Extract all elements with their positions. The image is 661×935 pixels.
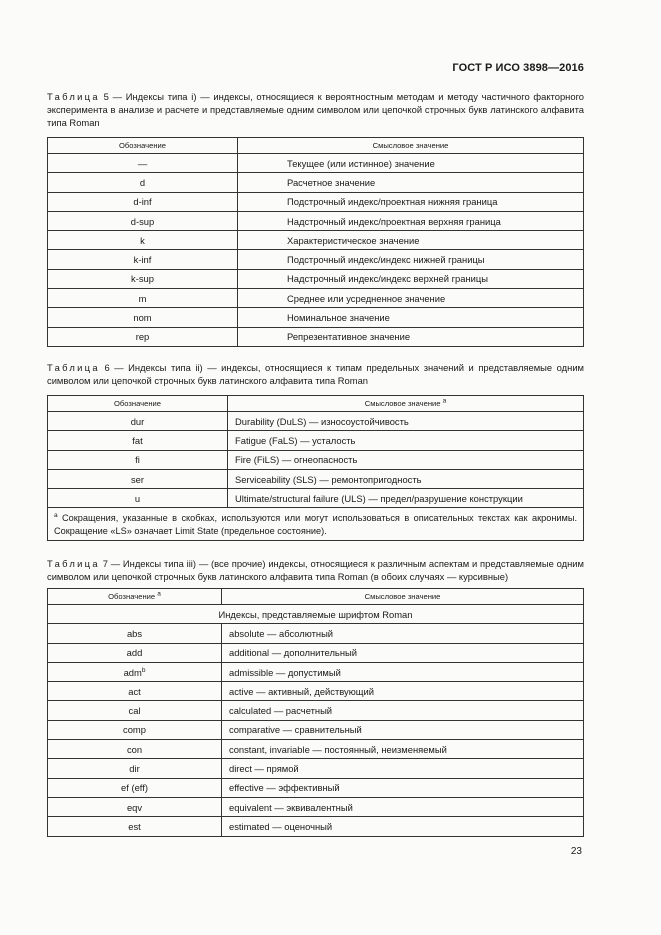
designation-cell [48, 327, 238, 346]
designation-cell [48, 412, 228, 431]
meaning-cell: Ultimate/structural failure (ULS) — предел/разрушение конструкции [228, 489, 584, 508]
designation-cell [48, 211, 238, 230]
designation-text: k-sup [131, 273, 154, 285]
designation-cell [48, 450, 228, 469]
designation-cell [48, 797, 222, 816]
table-row [48, 289, 584, 308]
table5-caption [47, 91, 584, 129]
designation-text: nom [133, 312, 152, 324]
table-row [48, 720, 584, 739]
table7-caption-text: 7 — Индексы типа iii) — (все прочие) индексы, относящиеся к различным аспектам и представляемые одним символом или цепочкой строчных букв латинского алфавита типа Roman (в обоих случаях — курсивные) [47, 558, 584, 582]
designation-text: fat [132, 434, 143, 446]
meaning-cell: Durability (DuLS) — износоустойчивость [228, 412, 584, 431]
designation-text: — [137, 157, 148, 169]
table-row [48, 431, 584, 450]
table6-col-meaning [228, 396, 584, 412]
meaning-cell: Надстрочный индекс/проектная верхняя граница [238, 211, 584, 230]
table6-header-row [48, 396, 584, 412]
table5-label: Таблица [47, 91, 100, 102]
designation-cell [48, 643, 222, 662]
designation-text: m [138, 292, 147, 304]
designation-text: adm [123, 666, 142, 678]
table7 [47, 588, 584, 837]
table7-label: Таблица [47, 558, 100, 569]
designation-text: act [128, 685, 141, 697]
table-row [48, 450, 584, 469]
designation-cell [48, 759, 222, 778]
meaning-cell: Fire (FiLS) — огнеопасность [228, 450, 584, 469]
table6-col-designation: Обозначение [48, 396, 228, 412]
designation-cell [48, 624, 222, 643]
meaning-cell: Serviceability (SLS) — ремонтопригодность [228, 469, 584, 488]
table-row [48, 740, 584, 759]
meaning-cell: Характеристическое значение [238, 231, 584, 250]
footnote-ref: b [141, 666, 146, 674]
meaning-cell: estimated — оценочный [222, 817, 584, 836]
designation-cell [48, 173, 238, 192]
designation-text: comp [123, 724, 146, 736]
designation-cell [48, 701, 222, 720]
table5-caption-text: 5 — Индексы типа i) — индексы, относящиеся к вероятностным методам и методу частичного факторного эксперимента в анализе и расчете и представляемые одним символом или цепочкой строчных букв латинского алфавита типа Roman [47, 91, 584, 128]
meaning-cell: Надстрочный индекс/индекс верхней границы [238, 269, 584, 288]
designation-text: con [126, 743, 143, 755]
meaning-cell: effective — эффективный [222, 778, 584, 797]
designation-text: abs [126, 627, 143, 639]
table6-label: Таблица [47, 362, 100, 373]
designation-text: add [126, 647, 143, 659]
table-row [48, 817, 584, 836]
designation-cell [48, 489, 228, 508]
designation-text: dur [130, 415, 145, 427]
table6-footnote-text: Сокращения, указанные в скобках, используются или могут использоваться в описательных текстах как акронимы. Сокращение «LS» означает Limit State (предельное состояние). [54, 513, 578, 536]
designation-cell [48, 740, 222, 759]
meaning-cell: Расчетное значение [238, 173, 584, 192]
designation-cell [48, 431, 228, 450]
table-row [48, 231, 584, 250]
designation-text: k-inf [133, 254, 152, 266]
table-row [48, 154, 584, 173]
designation-cell [48, 269, 238, 288]
table-row [48, 662, 584, 681]
table7-col-meaning: Смысловое значение [222, 589, 584, 605]
table-row [48, 469, 584, 488]
page-number: 23 [570, 846, 582, 857]
table-row [48, 250, 584, 269]
footnote-ref: a [442, 397, 447, 405]
designation-text: d-sup [130, 215, 155, 227]
table7-header-row [48, 589, 584, 605]
meaning-cell: Fatigue (FaLS) — усталость [228, 431, 584, 450]
designation-text: est [128, 820, 141, 832]
designation-cell [48, 250, 238, 269]
table7-col-designation [48, 589, 222, 605]
designation-cell [48, 308, 238, 327]
table-row [48, 211, 584, 230]
designation-cell [48, 662, 222, 681]
designation-cell [48, 720, 222, 739]
table5 [47, 137, 584, 347]
table-row [48, 624, 584, 643]
designation-cell [48, 817, 222, 836]
table6-footnote-row [48, 508, 584, 541]
meaning-cell: absolute — абсолютный [222, 624, 584, 643]
table-row [48, 269, 584, 288]
designation-cell [48, 231, 238, 250]
designation-cell [48, 192, 238, 211]
meaning-cell: Подстрочный индекс/проектная нижняя граница [238, 192, 584, 211]
designation-text: dir [129, 763, 140, 775]
designation-text: ser [130, 473, 145, 485]
designation-text: rep [135, 331, 150, 343]
table-row [48, 759, 584, 778]
table-row [48, 489, 584, 508]
meaning-cell: admissible — допустимый [222, 662, 584, 681]
designation-text: ef (eff) [121, 782, 148, 794]
meaning-cell: calculated — расчетный [222, 701, 584, 720]
meaning-cell: active — активный, действующий [222, 682, 584, 701]
meaning-cell: additional — дополнительный [222, 643, 584, 662]
meaning-cell: Среднее или усредненное значение [238, 289, 584, 308]
table7-subheader: Индексы, представляемые шрифтом Roman [48, 605, 584, 624]
meaning-cell: direct — прямой [222, 759, 584, 778]
table6 [47, 395, 584, 541]
table6-caption-text: 6 — Индексы типа ii) — индексы, относящиеся к типам предельных значений и представляемые одним символом или цепочкой строчных букв латинского алфавита типа Roman [47, 362, 585, 386]
table5-col-designation: Обозначение [48, 138, 238, 154]
table7-col-designation-label: Обозначение [108, 592, 156, 601]
designation-cell [48, 778, 222, 797]
designation-text: k [140, 234, 145, 246]
designation-text: eqv [126, 801, 143, 813]
table-row [48, 797, 584, 816]
designation-cell [48, 154, 238, 173]
designation-cell [48, 289, 238, 308]
designation-cell [48, 469, 228, 488]
table-row [48, 778, 584, 797]
table6-caption [47, 362, 584, 388]
meaning-cell: Текущее (или истинное) значение [238, 154, 584, 173]
meaning-cell: Номинальное значение [238, 308, 584, 327]
meaning-cell: equivalent — эквивалентный [222, 797, 584, 816]
table5-header-row [48, 138, 584, 154]
designation-text: fi [135, 454, 140, 466]
designation-text: u [134, 492, 141, 504]
designation-text: d [139, 176, 146, 188]
table5-col-meaning: Смысловое значение [238, 138, 584, 154]
table-row [48, 701, 584, 720]
table-row [48, 412, 584, 431]
table5-body [48, 154, 584, 347]
table-row [48, 327, 584, 346]
table-row [48, 682, 584, 701]
designation-text: d-inf [133, 196, 152, 208]
meaning-cell: Подстрочный индекс/индекс нижней границы [238, 250, 584, 269]
table-row [48, 643, 584, 662]
designation-text: cal [128, 705, 141, 717]
footnote-ref: a [157, 590, 161, 598]
standard-designation: ГОСТ Р ИСО 3898—2016 [452, 62, 584, 74]
meaning-cell: comparative — сравнительный [222, 720, 584, 739]
table-row [48, 192, 584, 211]
meaning-cell: Репрезентативное значение [238, 327, 584, 346]
meaning-cell: constant, invariable — постоянный, неизменяемый [222, 740, 584, 759]
footnote-mark: a [54, 512, 58, 520]
table7-subheader-row [48, 605, 584, 624]
table-row [48, 308, 584, 327]
table-row [48, 173, 584, 192]
table6-body [48, 412, 584, 508]
designation-cell [48, 682, 222, 701]
table6-col-meaning-label: Смысловое значение [364, 399, 441, 408]
table7-body [48, 605, 584, 837]
table7-caption [47, 558, 584, 584]
table6-footnote [48, 508, 584, 541]
